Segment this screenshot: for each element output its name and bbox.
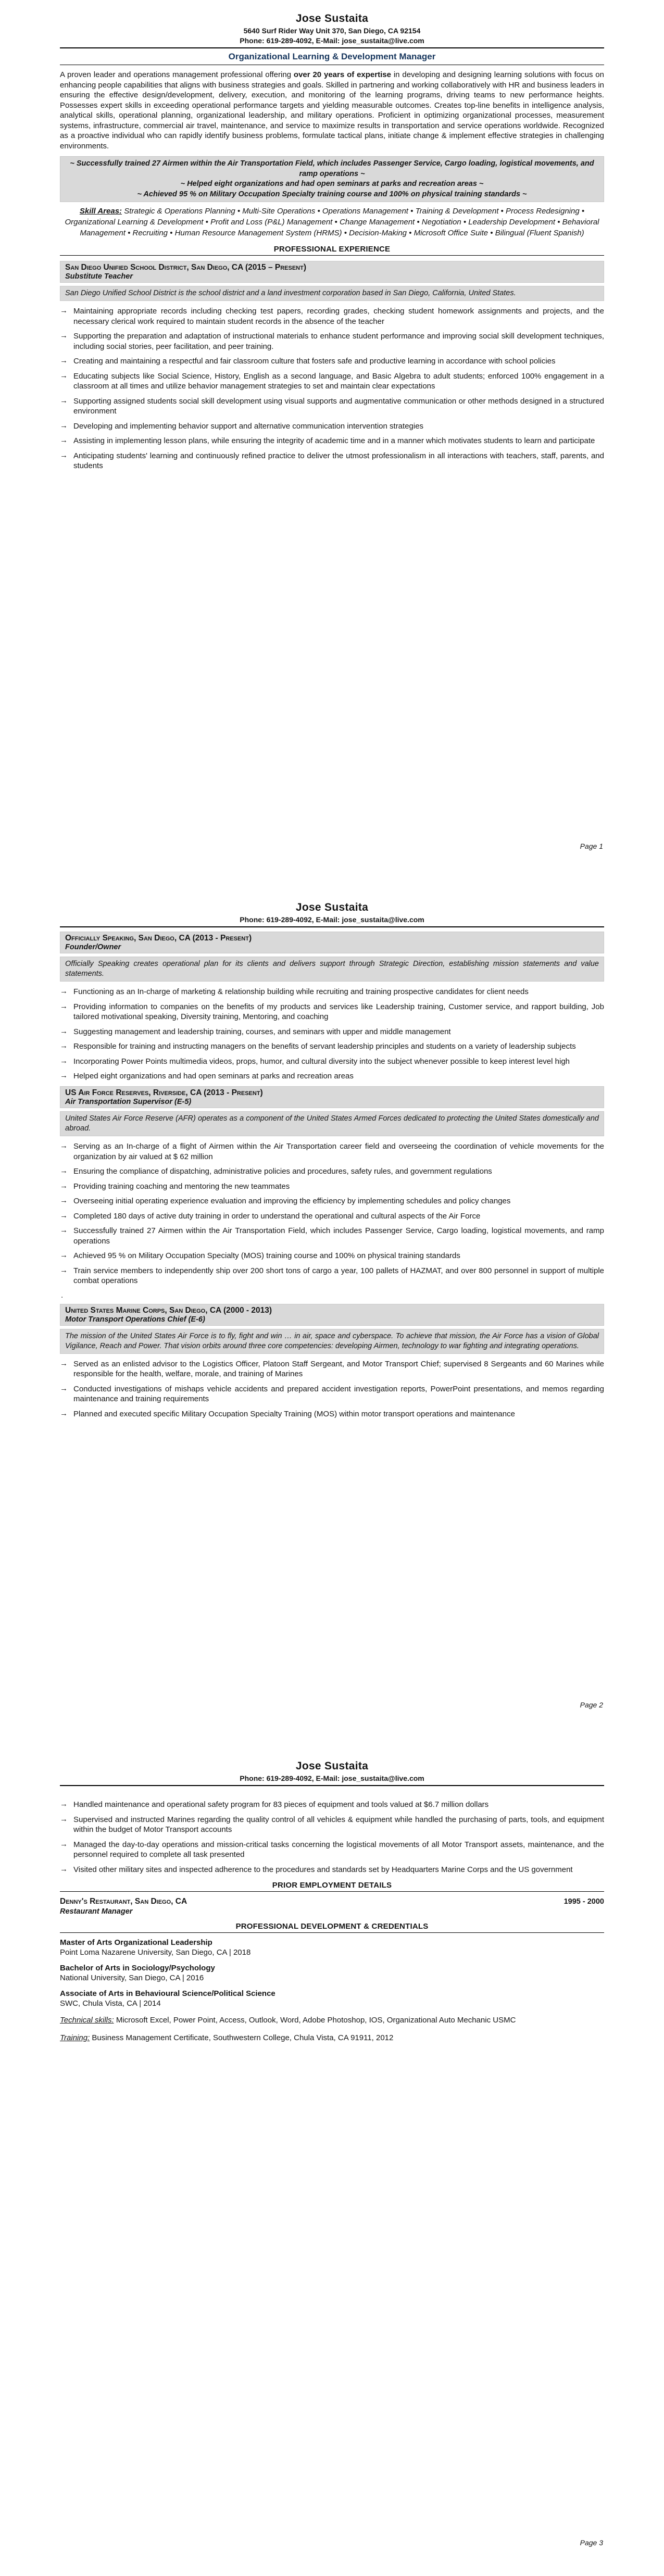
job-bullet-list-continued [60,1800,604,1875]
arrow-bullet-icon: → [60,356,68,366]
job-description: San Diego Unified School District is the school district and a land investment corporation based in San Diego, California, United States. [60,286,604,301]
arrow-bullet-icon: → [60,1265,68,1275]
job-header-bar [60,932,604,953]
arrow-bullet-icon: → [60,1041,68,1051]
bullet-item [60,306,604,326]
skill-areas [60,206,604,238]
education-entry [60,1989,604,2008]
bullet-text: Creating and maintaining a respectful and fair classroom culture that fosters safe and productive learning in accordance with school policies [73,357,556,366]
job-description: Officially Speaking creates operational plan for its clients and delivers support through Strategic Direction, establishing mission statements and value statements. [60,957,604,982]
bullet-text: Completed 180 days of active duty training in order to understand the operational and cultural aspects of the Air Force [73,1211,481,1221]
summary-text-rest: in developing and designing learning solutions with focus on enhancing people capabilities that aligns with business strategies and goals. Skilled in partnering and working collaboratively with HR and business leaders in ensuring the effective design/development, delivery, execution, and monitoring of the learning programs, driving teams to new performance heights. Possesses expert skills in exceeding operational performance targets and yielding measurable outcomes. Creates top-line benefits in intelligence analysis, analytical skills, operational planning, organizational leadership, and military operations. Proficient in optimizing organizational processes, measurement systems, infrastructure, commercial air travel, maintenance, and service to maximize results in transportation and service operations worldwide. Recognized as a proactive individual who can rapidly identify business problems, formulate tactical plans, initiate change & implement effective strategies in challenging environments. [60,70,604,150]
job-description: United States Air Force Reserve (AFR) operates as a component of the United States Armed Forces dedicated to protecting the United States domestically and abroad. [60,1111,604,1136]
bullet-text: Incorporating Power Points multimedia videos, props, humor, and cultural diversity into the subject whenever possible to keep interest level high [73,1057,570,1066]
bullet-item [60,451,604,471]
job-company: San Diego Unified School District, San Diego, CA (2015 – Present) [65,263,306,272]
bullet-item [60,1211,604,1222]
page-2 [0,859,664,1717]
arrow-bullet-icon: → [60,1814,68,1824]
summary-text-lead: A proven leader and operations management professional offering [60,70,294,79]
arrow-bullet-icon: → [60,1384,68,1393]
bullet-item [60,1041,604,1052]
training-label: Training: [60,2033,90,2042]
bullet-text: Supervised and instructed Marines regarding the quality control of all vehicles & equipment while handled the purchasing of parts, tools, and equipment within the budget of Motor Transport accounts [73,1815,604,1834]
training-text: Business Management Certificate, Southwestern College, Chula Vista, CA 91911, 2012 [90,2033,394,2042]
technical-skills-text: Microsoft Excel, Power Point, Access, Outlook, Word, Adobe Photoshop, IOS, Organizational Auto Mechanic USMC [114,2016,516,2025]
job-description: The mission of the United States Air Force is to fly, fight and win … in air, space and cyberspace. To achieve that mission, the Air Force has a vision of Global Vigilance, Reach and Power. That vision orbits around three core competencies: developing Airmen, technology to war fighting and integrating operations. [60,1329,604,1354]
education-entry [60,1964,604,1982]
job-bullet-list [60,1359,604,1419]
bullet-item [60,421,604,432]
bullet-item [60,331,604,351]
job-entry-school-district [60,261,604,471]
contact-line: Phone: 619-289-4092, E-Mail: jose_sustaita@live.com [240,915,424,924]
section-heading-professional-experience: PROFESSIONAL EXPERIENCE [60,245,604,256]
arrow-bullet-icon: → [60,306,68,316]
page-number: Page 2 [580,1701,603,1709]
bullet-item [60,1815,604,1835]
skill-areas-text: Strategic & Operations Planning • Multi-Site Operations • Operations Management • Training & Development • Process Redesigning • Organizational Learning & Development • Profit and Loss (P&L) Management • Change Management • Negotiation • Leadership Development • Behavioral Management • Recruiting • Human Resource Management System (HRMS) • Decision-Making • Microsoft Office Suite • Bilingual (Fluent Spanish) [65,207,599,237]
bullet-item [60,436,604,446]
arrow-bullet-icon: → [60,1409,68,1418]
job-company: US Air Force Reserves, Riverside, CA (2013 - Present) [65,1088,263,1097]
bullet-text: Developing and implementing behavior support and alternative communication intervention strategies [73,421,424,431]
job-bullet-list [60,306,604,471]
degree-title: Master of Arts Organizational Leadership [60,1938,212,1947]
job-bullet-list [60,987,604,1082]
arrow-bullet-icon: → [60,1251,68,1260]
bullet-text: Successfully trained 27 Airmen within the Air Transportation Field, which includes Passenger Service, Cargo loading, logistical movements, and ramp operations [73,1226,604,1246]
arrow-bullet-icon: → [60,421,68,430]
job-entry-officially-speaking [60,932,604,1082]
bullet-text: Train service members to independently ship over 200 short tons of cargo a year, 100 pallets of HAZMAT, and over 800 personnel in support of multiple combat operations [73,1266,604,1285]
degree-title: Associate of Arts in Behavioural Science/Political Science [60,1989,275,1998]
bullet-item [60,1384,604,1404]
bullet-item [60,1359,604,1379]
bullet-text: Handled maintenance and operational safety program for 83 pieces of equipment and tools valued at $6.7 million dollars [73,1800,489,1809]
job-header-bar [60,1086,604,1108]
address-line: 5640 Surf Rider Way Unit 370, San Diego, CA 92154 [243,27,421,35]
bullet-text: Overseeing initial operating experience evaluation and improving the efficiency by implementing schedules and policy changes [73,1197,511,1205]
bullet-text: Assisting in implementing lesson plans, while ensuring the integrity of academic time and in a manner which motivates students to learn and participate [73,436,595,446]
bullet-text: Helped eight organizations and had open seminars at parks and recreation areas [73,1072,354,1081]
bullet-text: Ensuring the compliance of dispatching, administrative policies and procedures, safety rules, and government regulations [73,1167,492,1176]
bullet-item [60,1027,604,1037]
bullet-item [60,1266,604,1286]
job-role: Substitute Teacher [65,272,133,281]
arrow-bullet-icon: → [60,1056,68,1065]
prior-dates: 1995 - 2000 [563,1898,604,1906]
bullet-item [60,1800,604,1810]
job-company: United States Marine Corps, San Diego, CA (2000 - 2013) [65,1305,272,1315]
bullet-text: Serving as an In-charge of a flight of Airmen within the Air Transportation career field and overseeing the coordination of vehicle movements for the organization by air valued at $ 62 million [73,1142,604,1161]
resume-header [60,12,604,48]
page-number: Page 3 [580,2539,603,2547]
prior-company: Denny's Restaurant, San Diego, CA [60,1897,187,1906]
achievements-box [60,156,604,202]
bullet-text: Achieved 95 % on Military Occupation Specialty (MOS) training course and 100% on physical training standards [73,1251,460,1260]
education-entry [60,1938,604,1957]
stray-period: . [61,1290,64,1300]
technical-skills-label: Technical skills: [60,2016,114,2025]
bullet-item [60,356,604,367]
achievement-line: ~ Successfully trained 27 Airmen within the Air Transportation Field, which includes Passenger Service, Cargo loading, logistical movements, and ramp operations ~ [70,159,594,178]
bullet-item [60,1141,604,1162]
arrow-bullet-icon: → [60,1839,68,1849]
job-header-bar [60,1304,604,1326]
section-heading-development-credentials: PROFESSIONAL DEVELOPMENT & CREDENTIALS [60,1922,604,1933]
training-line [60,2033,604,2043]
page-number: Page 1 [580,842,603,850]
contact-line: Phone: 619-289-4092, E-Mail: jose_sustaita@live.com [240,36,424,45]
bullet-text: Functioning as an In-charge of marketing & relationship building while recruiting and training prospective candidates for client needs [73,987,529,997]
arrow-bullet-icon: → [60,987,68,996]
arrow-bullet-icon: → [60,1864,68,1874]
arrow-bullet-icon: → [60,1141,68,1150]
arrow-bullet-icon: → [60,371,68,380]
skill-areas-label: Skill Areas: [79,207,122,216]
arrow-bullet-icon: → [60,331,68,341]
summary-paragraph [60,70,604,151]
bullet-text: Maintaining appropriate records including checking test papers, recording grades, checking student homework assignments and projects, and the necessary clerical work required to maintain student records in the absence of the teacher [73,307,604,326]
job-entry-air-force-reserves [60,1086,604,1300]
professional-title: Organizational Learning & Development Manager [60,48,604,65]
candidate-name: Jose Sustaita [295,1760,369,1772]
arrow-bullet-icon: → [60,396,68,405]
arrow-bullet-icon: → [60,450,68,460]
prior-role: Restaurant Manager [60,1907,133,1916]
page-3 [0,1717,664,2576]
arrow-bullet-icon: → [60,1026,68,1036]
bullet-item [60,1166,604,1177]
achievement-line: ~ Helped eight organizations and had open seminars at parks and recreation areas ~ [180,180,484,189]
bullet-text: Responsible for training and instructing managers on the benefits of servant leadership principles and students on a variety of leadership subjects [73,1042,576,1051]
job-company: Officially Speaking, San Diego, CA (2013 - Present) [65,934,252,943]
technical-skills-line [60,2015,604,2026]
bullet-text: Supporting the preparation and adaptation of instructional materials to enhance student performance and improving social skill development techniques, including social stories, peer facilitation, and peer training. [73,332,604,351]
achievement-line: ~ Achieved 95 % on Military Occupation Specialty training course and 100% on physical training standards ~ [137,190,527,198]
school-line: National University, San Diego, CA | 2016 [60,1974,204,1982]
candidate-name: Jose Sustaita [295,12,369,24]
bullet-item [60,1002,604,1022]
bullet-item [60,1226,604,1246]
arrow-bullet-icon: → [60,1800,68,1808]
bullet-item [60,987,604,997]
bullet-text: Providing information to companies on the benefits of my products and services like Leadership training, Customer service, and rapport building, Job tailored motivational speaking, Diversity training, Mentoring, and coaching [73,1002,604,1022]
job-role: Founder/Owner [65,943,121,951]
job-header-bar [60,261,604,283]
bullet-text: Suggesting management and leadership training, courses, and seminars with upper and middle management [73,1027,451,1036]
job-bullet-list [60,1141,604,1286]
arrow-bullet-icon: → [60,436,68,445]
bullet-item [60,1251,604,1261]
job-role: Air Transportation Supervisor (E-5) [65,1097,192,1106]
bullet-item [60,1057,604,1067]
arrow-bullet-icon: → [60,1359,68,1368]
bullet-text: Visited other military sites and inspected adherence to the procedures and standards set by Headquarters Marine Corps and the US government [73,1865,573,1874]
arrow-bullet-icon: → [60,1226,68,1235]
bullet-text: Educating subjects like Social Science, History, English as a second language, and Basic Algebra to adult students; enforced 100% engagement in a classroom at all times and utilize behavior management strategies to set and maintain clear expectations [73,371,604,391]
bullet-text: Planned and executed specific Military Occupation Specialty Training (MOS) within motor transport operations and maintenance [73,1409,515,1418]
bullet-item [60,1182,604,1192]
bullet-item [60,1840,604,1860]
bullet-item [60,1409,604,1419]
bullet-item [60,1196,604,1207]
continuation-header [60,1760,604,1786]
bullet-text: Anticipating students' learning and continuously refined practice to deliver the utmost professionalism in all interactions with teachers, staff, parents, and students [73,451,604,471]
bullet-text: Providing training coaching and mentoring the new teammates [73,1182,290,1191]
arrow-bullet-icon: → [60,1166,68,1175]
bullet-text: Conducted investigations of mishaps vehicle accidents and prepared accident investigation reports, PowerPoint presentations, and memos regarding maintenance and training requirements [73,1384,604,1404]
candidate-name: Jose Sustaita [295,901,369,913]
arrow-bullet-icon: → [60,1196,68,1205]
arrow-bullet-icon: → [60,1071,68,1080]
job-role: Motor Transport Operations Chief (E-6) [65,1315,205,1324]
bullet-text: Served as an enlisted advisor to the Logistics Officer, Platoon Staff Sergeant, and Motor Transport Chief; supervised 8 Sergeants and 60 Marines while responsible for the health, welfare, morale, and training of Marines [73,1359,604,1379]
arrow-bullet-icon: → [60,1211,68,1220]
bullet-item [60,371,604,392]
bullet-text: Managed the day-to-day operations and mission-critical tasks concerning the logistical movements of all Motor Transport assets, maintenance, and the personnel required to complete all task presented [73,1840,604,1859]
bullet-text: Supporting assigned students social skill development using visual supports and augmentative communication or other methods designed in a structured environment [73,396,604,416]
school-line: Point Loma Nazarene University, San Diego, CA | 2018 [60,1948,251,1957]
bullet-item [60,1071,604,1082]
degree-title: Bachelor of Arts in Sociology/Psychology [60,1964,215,1972]
contact-line: Phone: 619-289-4092, E-Mail: jose_sustaita@live.com [240,1774,424,1782]
summary-highlight: over 20 years of expertise [293,70,391,79]
school-line: SWC, Chula Vista, CA | 2014 [60,1999,161,2008]
section-heading-prior-employment: PRIOR EMPLOYMENT DETAILS [60,1881,604,1892]
bullet-item [60,1865,604,1875]
prior-employment-row [60,1897,604,1906]
arrow-bullet-icon: → [60,1001,68,1011]
bullet-item [60,396,604,417]
job-entry-marine-corps [60,1304,604,1419]
arrow-bullet-icon: → [60,1181,68,1190]
continuation-header [60,901,604,927]
page-1 [0,0,664,859]
